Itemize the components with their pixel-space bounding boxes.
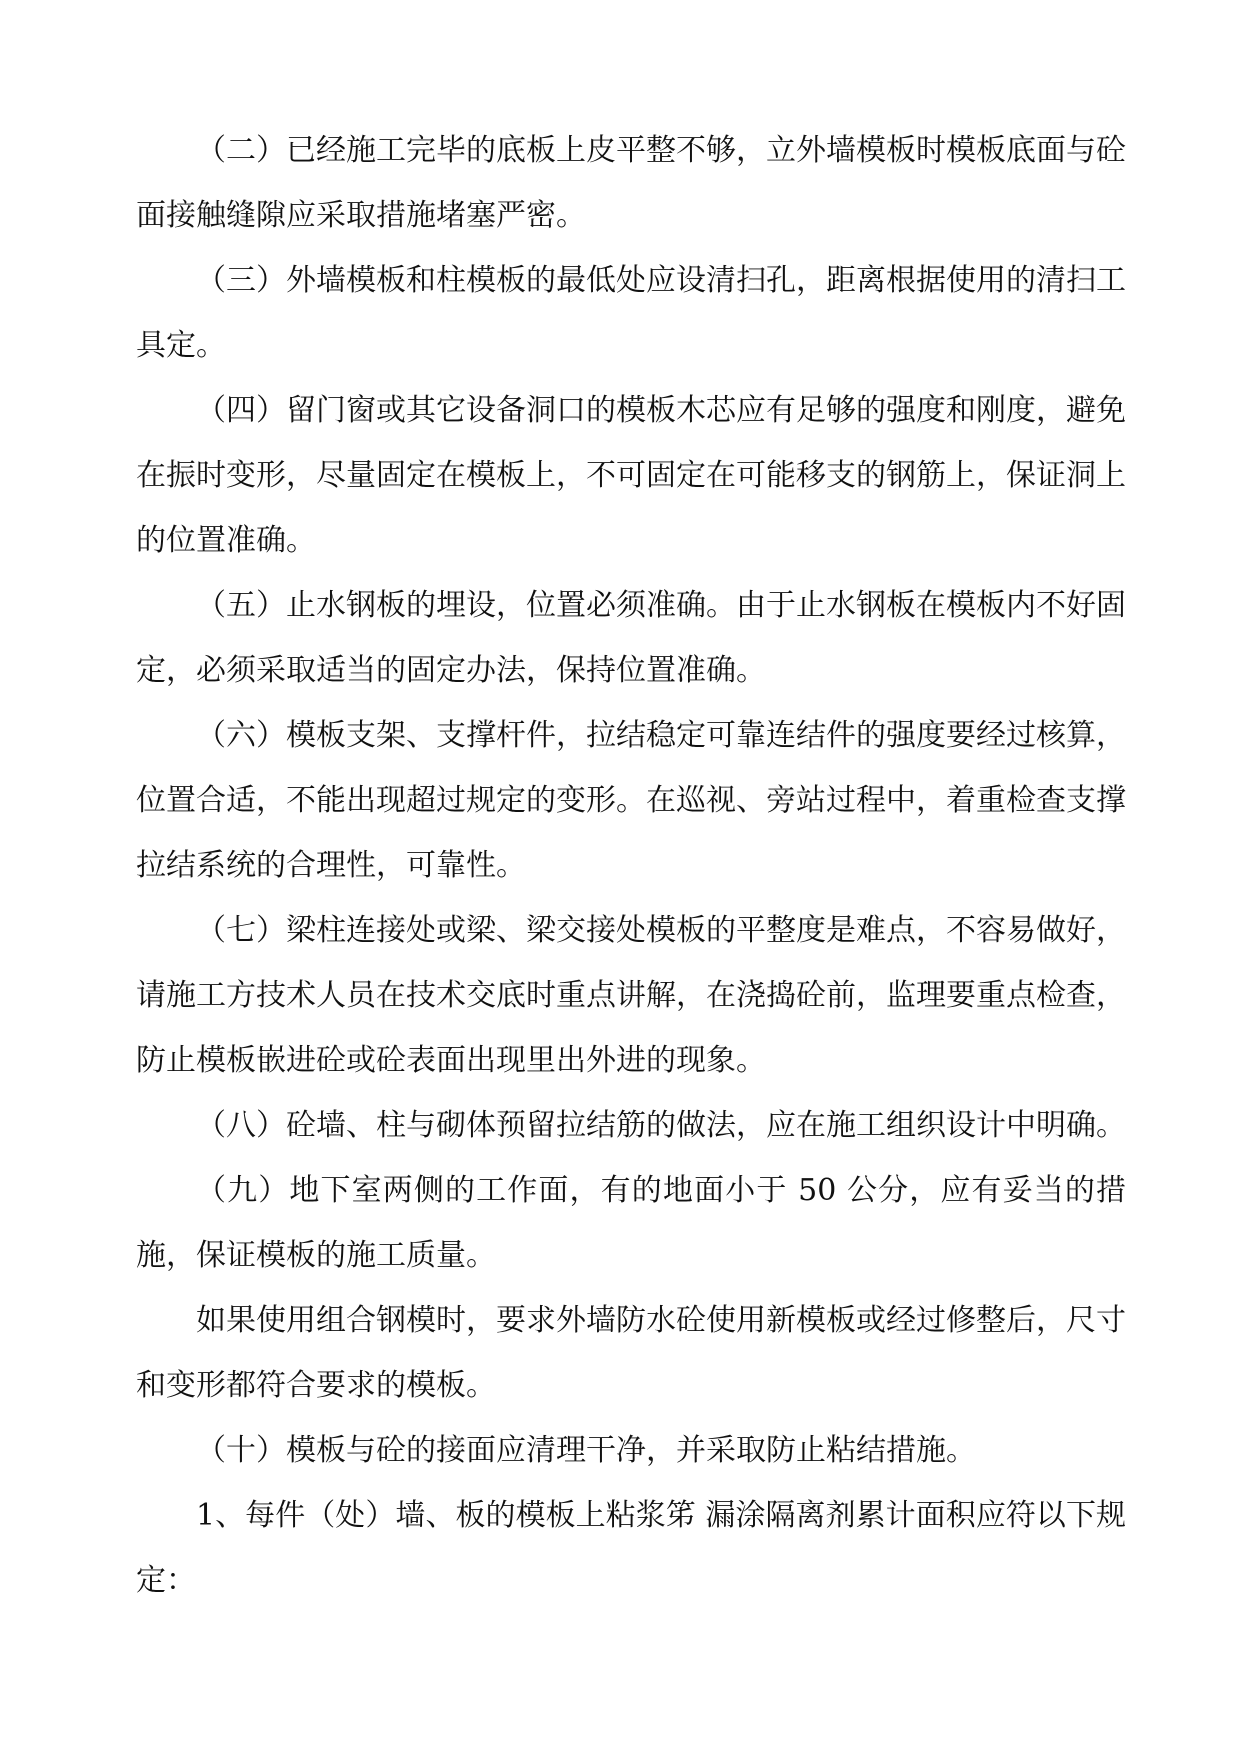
paragraph-steel-formwork: 如果使用组合钢模时，要求外墙防水砼使用新模板或经过修整后，尺寸和变形都符合要求的模板。: [136, 1303, 1126, 1403]
paragraph-4: （四）留门窗或其它设备洞口的模板木芯应有足够的强度和刚度，避免在振时变形，尽量固定在模板上，不可固定在可能移支的钢筋上，保证洞上的位置准确。: [136, 393, 1126, 558]
paragraph-6: （六）模板支架、支撑杆件，拉结稳定可靠连结件的强度要经过核算，位置合适，不能出现超过规定的变形。在巡视、旁站过程中，着重检查支撑拉结系统的合理性，可靠性。: [136, 718, 1126, 883]
paragraph-5: （五）止水钢板的埋设，位置必须准确。由于止水钢板在模板内不好固定，必须采取适当的固定办法，保持位置准确。: [136, 588, 1126, 688]
paragraph-9: （九）地下室两侧的工作面，有的地面小于 50 公分，应有妥当的措施，保证模板的施工质量。: [136, 1173, 1126, 1273]
paragraph-3: （三）外墙模板和柱模板的最低处应设清扫孔，距离根据使用的清扫工具定。: [136, 263, 1126, 363]
paragraph-10: （十）模板与砼的接面应清理干净，并采取防止粘结措施。: [196, 1433, 976, 1468]
document-page: [136, 118, 1126, 1613]
paragraph-7: （七）梁柱连接处或梁、梁交接处模板的平整度是难点，不容易做好，请施工方技术人员在技术交底时重点讲解，在浇捣砼前，监理要重点检查，防止模板嵌进砼或砼表面出现里出外进的现象。: [136, 913, 1126, 1078]
paragraph-2: （二）已经施工完毕的底板上皮平整不够，立外墙模板时模板底面与砼面接触缝隙应采取措施堵塞严密。: [136, 133, 1126, 233]
paragraph-10-item-1: 1、每件（处）墙、板的模板上粘浆笫 漏涂隔离剂累计面积应符以下规定：: [136, 1498, 1126, 1598]
paragraph-8: （八）砼墙、柱与砌体预留拉结筋的做法，应在施工组织设计中明确。: [196, 1108, 1126, 1143]
